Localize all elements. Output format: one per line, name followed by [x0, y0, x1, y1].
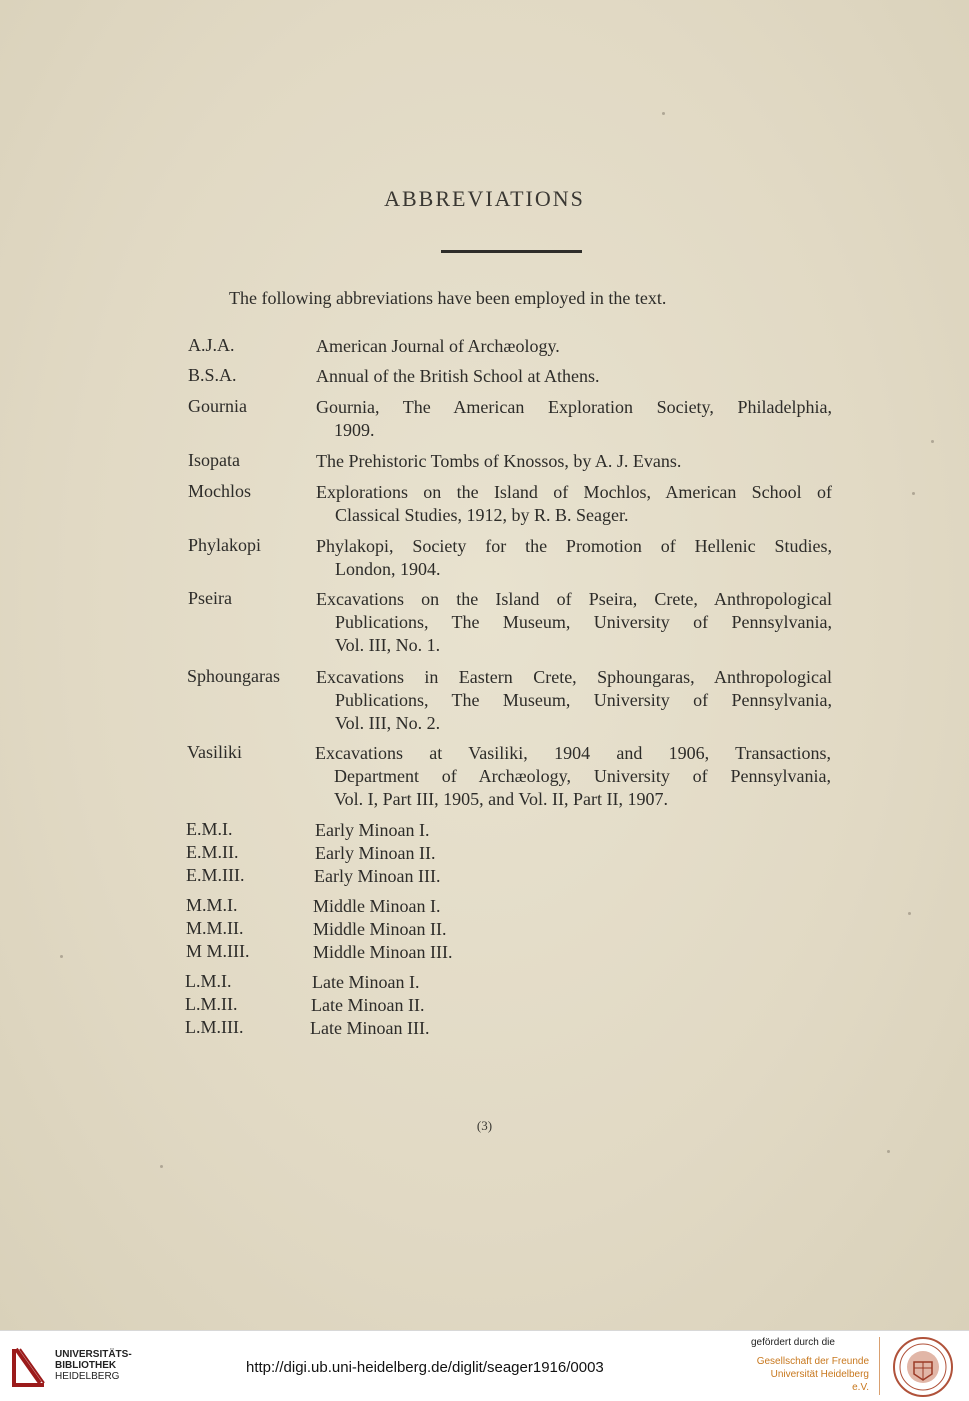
sponsor-line: Gesellschaft der Freunde: [756, 1356, 869, 1367]
abbreviation: A.J.A.: [188, 335, 235, 355]
sponsor-label: gefördert durch die: [751, 1337, 835, 1348]
abbreviation: Pseira: [188, 588, 232, 608]
definition-line: 1909.: [334, 420, 375, 440]
definition: Early Minoan II.: [315, 843, 436, 863]
abbreviation: Gournia: [188, 396, 247, 416]
definition: Middle Minoan II.: [313, 919, 447, 939]
definition: Middle Minoan I.: [313, 896, 441, 916]
definition: [316, 481, 832, 527]
definition-line: American Journal of Archæology.: [316, 336, 560, 356]
library-name[interactable]: [55, 1349, 132, 1382]
definition: [316, 666, 832, 735]
definition-line: Explorations on the Island of Mochlos, American School of: [316, 482, 832, 502]
definition-line: Excavations in Eastern Crete, Sphoungaras, Anthropological: [316, 667, 832, 687]
definition: [316, 365, 832, 388]
abbreviation: M.M.I.: [186, 895, 238, 915]
page-number: (3): [476, 1118, 493, 1133]
abbreviation: Mochlos: [188, 481, 251, 501]
abbreviation: M.M.II.: [186, 918, 244, 938]
definition: [316, 396, 832, 442]
definition-line: Excavations on the Island of Pseira, Crete, Anthropological: [316, 589, 832, 609]
sponsor-line: Universität Heidelberg e.V.: [770, 1369, 869, 1393]
paper-speck: [912, 492, 915, 495]
paper-speck: [662, 112, 665, 115]
definition-line: London, 1904.: [335, 559, 441, 579]
abbreviation: E.M.III.: [186, 865, 245, 885]
definition-line: Excavations at Vasiliki, 1904 and 1906, Transactions,: [315, 743, 831, 763]
definition-line: Gournia, The American Exploration Society, Philadelphia,: [316, 397, 832, 417]
definition: [316, 450, 832, 473]
definition: [316, 588, 832, 657]
permalink-url[interactable]: http://digi.ub.uni-heidelberg.de/diglit/seager1916/0003: [246, 1359, 604, 1376]
definition: Early Minoan I.: [315, 820, 430, 840]
title-rule: [441, 250, 582, 253]
definition: Middle Minoan III.: [313, 942, 453, 962]
definition: [316, 335, 832, 358]
abbreviation: Phylakopi: [188, 535, 262, 555]
definition: Late Minoan III.: [310, 1018, 430, 1038]
definition-line: Phylakopi, Society for the Promotion of Hellenic Studies,: [316, 536, 832, 556]
definition: [315, 742, 831, 811]
definition-line: Annual of the British School at Athens.: [316, 366, 600, 386]
library-name-line: HEIDELBERG: [55, 1371, 120, 1382]
definition-line: Vol. I, Part III, 1905, and Vol. II, Part II, 1907.: [334, 789, 668, 809]
paper-speck: [160, 1165, 163, 1168]
abbreviation: E.M.II.: [186, 842, 239, 862]
university-seal-icon[interactable]: [890, 1336, 956, 1398]
page-title: ABBREVIATIONS: [384, 186, 585, 211]
abbreviation: L.M.II.: [185, 994, 238, 1014]
definition-line: Vol. III, No. 1.: [335, 635, 441, 655]
abbreviation: M M.III.: [186, 941, 250, 961]
definition: Late Minoan II.: [311, 995, 425, 1015]
abbreviation: Isopata: [188, 450, 240, 470]
library-name-line: BIBLIOTHEK: [55, 1360, 117, 1371]
library-logo-icon[interactable]: [10, 1343, 46, 1391]
intro-text: The following abbreviations have been employed in the text.: [229, 288, 667, 308]
abbreviation: E.M.I.: [186, 819, 233, 839]
paper-speck: [908, 912, 911, 915]
definition: Early Minoan III.: [314, 866, 441, 886]
paper-speck: [887, 1150, 890, 1153]
paper-speck: [60, 955, 63, 958]
sponsor-name[interactable]: [751, 1355, 869, 1394]
abbreviation: B.S.A.: [188, 365, 237, 385]
definition-line: Department of Archæology, University of Pennsylvania,: [334, 766, 831, 786]
definition-line: Publications, The Museum, University of Pennsylvania,: [335, 690, 832, 710]
footer-bar: [0, 1330, 969, 1401]
footer-divider: [879, 1337, 880, 1395]
definition-line: Classical Studies, 1912, by R. B. Seager.: [335, 505, 629, 525]
definition: [316, 535, 832, 581]
abbreviation: Sphoungaras: [187, 666, 280, 686]
definition-line: The Prehistoric Tombs of Knossos, by A. J. Evans.: [316, 451, 682, 471]
paper-speck: [931, 440, 934, 443]
definition: Late Minoan I.: [312, 972, 420, 992]
abbreviation: Vasiliki: [187, 742, 243, 762]
definition-line: Vol. III, No. 2.: [335, 713, 441, 733]
abbreviation: L.M.III.: [185, 1017, 244, 1037]
library-name-line: UNIVERSITÄTS-: [55, 1349, 132, 1360]
definition-line: Publications, The Museum, University of Pennsylvania,: [335, 612, 832, 632]
abbreviation: L.M.I.: [185, 971, 232, 991]
